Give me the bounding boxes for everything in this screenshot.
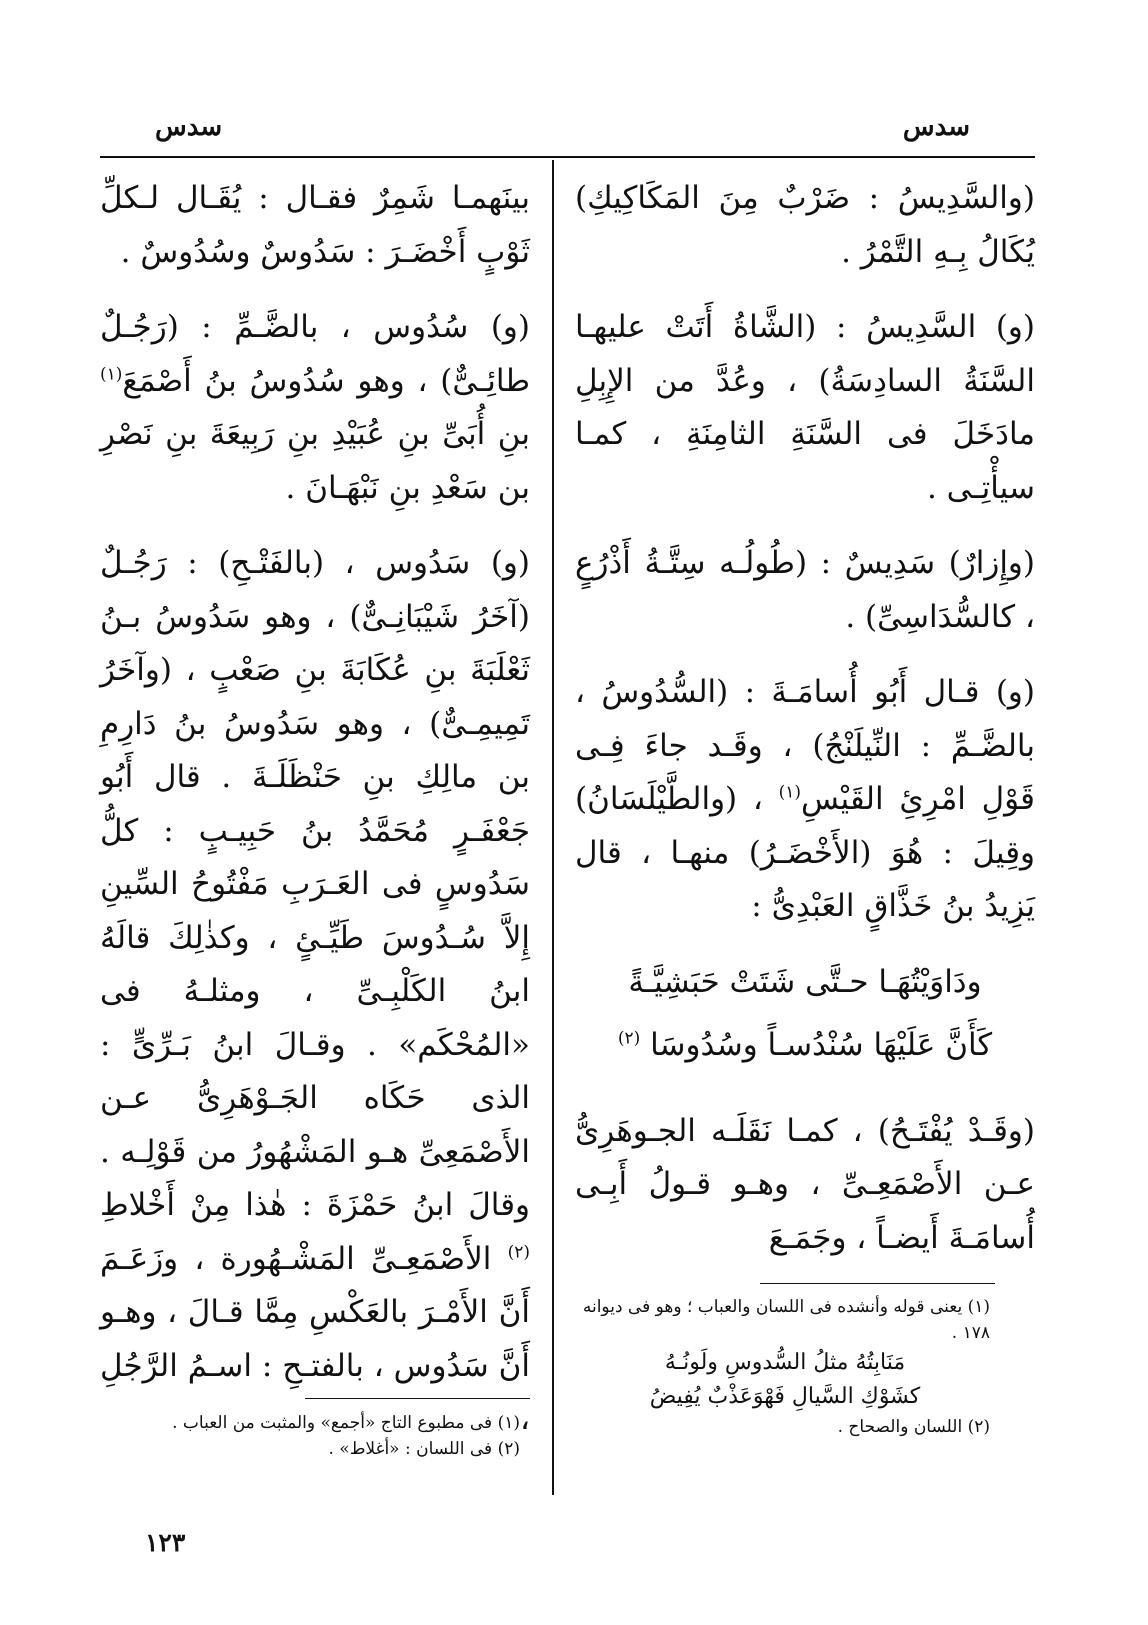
running-header [100, 112, 1030, 152]
text-run: الأَصْمَعِـىِّ المَشْـهُورة ، وزَعَـمَ أَنَّ الأَمْـرَ بالعَكْسِ مِمَّا قـالَ ، وهـو أَنَّ سَدُوس ، بالفتـحِ : اسـمُ الرَّجُلِ ، [100, 1240, 530, 1437]
text-run: (و) سُدُوس ، بالضَّـمِّ : (رَجُـلٌ طائِـىٌّ) ، وهو سُدُوسُ بنُ أَصْمَعَ [100, 309, 530, 399]
entry-paragraph [100, 301, 530, 515]
footnote: (٢) اللسان والصحاح . [837, 1417, 990, 1437]
footnote-rule [305, 1398, 530, 1399]
footnote-ref: (٢) [507, 1242, 530, 1263]
footnote-rule [760, 1283, 995, 1284]
header-left-title: سدس [155, 112, 223, 142]
footnote-ref: (١) [778, 782, 801, 803]
left-column [100, 172, 530, 1469]
entry-paragraph [575, 666, 1035, 934]
column-divider [552, 160, 554, 1495]
footnote-ref: (١) [100, 364, 123, 385]
page-number: ١٢٣ [145, 1528, 186, 1557]
footnote: (١) يعنى قوله وأنشده فى اللسان والعباب ؛ وهو فى ديوانه ١٧٨ . [582, 1297, 990, 1343]
entry-paragraph: (وإِزارٌ) سَدِيسٌ : (طُولُـه سِتَّـةُ أَذْرُعٍ ، كالسُّدَاسِىِّ) . [575, 545, 1035, 635]
footnote: (١) فى مطبوع التاج «أجمع» والمثبت من العباب . [172, 1413, 520, 1433]
entry-paragraph: (والسَّدِيسُ : ضَرْبٌ مِنَ المَكَاكِيكِ) يُكَالُ بِـهِ التَّمْرُ . [575, 180, 1035, 270]
right-column [575, 172, 1035, 1287]
footnotes-left [100, 1410, 520, 1462]
poem-verse [575, 1019, 1035, 1073]
header-rule [100, 156, 1035, 158]
footnote-verse: مَنَابِتُهُ مثلُ السُّدوسِ ولَونُـهُ [664, 1350, 906, 1375]
entry-paragraph: بينَهمـا شَمِرٌ فقـال : يُقَـال لـكلِّ ثَوْبٍ أَخْضَـرَ : سَدُوسٌ وسُدُوسٌ . [100, 180, 530, 270]
text-run: (و) سَدُوس ، (بالفَتْـحِ) : رَجُـلٌ (آخَرُ شَيْبَانِـىٌّ) ، وهو سَدُوسُ بـنُ ثَعْلَبَةَ بنِ عُكَابَةَ بنِ صَعْبٍ ، (وآخَرُ تَمِيمِـىٌّ) ، وهو سَدُوسُ بنُ دَارِمِ بن مالِكِ بنِ حَنْظَلَـةَ . قال أَبُو جَعْفَـرٍ مُحَمَّدُ بنُ حَبِيـبٍ : كلُّ سَدُوسٍ فى العَـرَبِ مَفْتُوحُ السِّينِ إِلاَّ سُـدُوسَ طَيِّـئٍ ، وكذٰلِكَ قالَهُ ابنُ الكَلْبِـىِّ ، ومثلـهُ فى «المُحْكَم» . وقـالَ ابنُ بَـرِّىٍّ : الذى حَكَاه الجَـوْهَرِىُّ عـن الأَصْمَعِىِّ هـو المَشْهُورُ من قَوْلِـه . وقالَ ابنُ حَمْزَةَ : هٰذا مِنْ أَخْلاطِ [100, 545, 530, 1223]
entry-paragraph: (وقَـدْ يُفْتَـحُ) ، كمـا نَقَلَـه الجـوهَرِىُّ عـن الأَصْمَعِـىِّ ، وهـو قـولُ أَبِـى أُسامَـةَ أَيضـاً ، وجَمَـعَ [575, 1112, 1035, 1256]
footnote: (٢) فى اللسان : «أغلاط» . [328, 1439, 520, 1459]
footnote-ref: (٢) [617, 1028, 641, 1049]
header-right-title: سدس [902, 112, 970, 142]
text-run: ، (والطَّيْلَسَانُ) وقِيلَ : هُوَ (الأَخْضَـرُ) منهـا ، قال يَزِيدُ بنُ خَذَّاقٍ العَبْدِىُّ : [575, 781, 1035, 924]
entry-paragraph: (و) السَّدِيسُ : (الشَّاةُ أَتَتْ عليهـا السَّنَةُ السادِسَةُ) ، وعُدَّ من الإِبِلِ مادَخَلَ فى السَّنَةِ الثامِنَةِ ، كمـا سيأْتِـى . [575, 309, 1035, 506]
text-run: (و) قـال أَبُو أُسامَـةَ : (السُّدُوسُ ، بالضَّـمِّ : النِّيلَنْجُ) ، وقَـد جاءَ فِـى قَوْلِ امْرِئِ القَيْسِ [575, 674, 1035, 817]
text-run: كَأَنَّ عَلَيْهَا سُنْدُسـاً وسُدُوسَا [650, 1027, 993, 1063]
text-run: بنِ أُبَىِّ بنِ عُبَيْدِ بنِ رَبِيعَةَ بنِ نَصْرِ بن سَعْدِ بنِ نَبْهَـانَ . [100, 416, 530, 506]
footnotes-right [580, 1294, 990, 1440]
entry-paragraph [100, 537, 530, 1447]
footnote-verse: كشَوْكِ السَّيالِ فَهْوَعَذْبٌ يُفِيضُ [649, 1384, 921, 1409]
poem-verse: ودَاوَيْتُهَـا حـتَّى شَتَتْ حَبَشِيَّـةً [628, 963, 982, 1000]
